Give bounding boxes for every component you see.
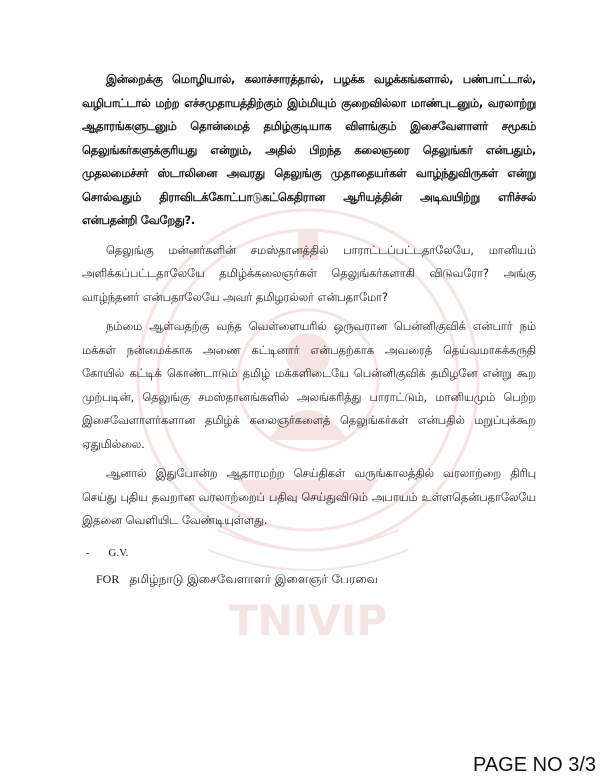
organization-line (96, 572, 378, 588)
signature-line (86, 547, 128, 559)
paragraph-3: நம்மை ஆள்வதற்கு வந்த வெள்ளையரில் ஒருவரான பென்னிகுவிக் என்பார் நம் மக்கள் நன்மைக்காக அணை கட்டினார் என்பதற்காக அவரைத் தெய்வமாகக்கருதி கோயில் கட்டிக் கொண்டாடும் தமிழ் மக்களிடையே பென்னிகுவிக் தமிழனே என்று கூற முற்படின், தெலுங்கு சமஸ்தானங்களில் அலங்கரித்து பாராட்டும், மானியமும் பெற்ற இசைவேளாளர்களான தமிழ்க் கலைஞர்களைத் தெலுங்கர்கள் என்பதில் மறுப்புக்கூற ஏதுமில்லை. (82, 320, 536, 451)
letter-body (82, 68, 536, 533)
paragraph-1: இன்றைக்கு மொழியால், கலாச்சாரத்தால், பழக்க வழக்கங்களால், பண்பாட்டால், வழிபாட்டால் மற்ற எச்சமுதாயத்திற்கும் இம்மியும் குறைவில்லா மாண்புடனும், வரலாற்று ஆதாரங்களுடனும் தொன்மைத் தமிழ்குடியாக விளங்கும் இசைவேளாளர் சமூகம் தெலுங்கர்களுக்குரியது என்றும், அதில் பிறந்த கலைஞரை தெலுங்கர் என்பதும், முதலமைச்சர் ஸ்டாலினை அவரது தெலுங்கு முதாதையர்கள் வாழ்ந்துவிருகள் என்று சொல்வதும் திராவிடக்கோட்பாடுகட்கெதிரான ஆரியத்தின் அடிவயிற்று எரிச்சல் என்பதன்றி வேறேது?. (82, 73, 536, 227)
page-number: PAGE NO 3/3 (472, 754, 596, 776)
organization-name: தமிழ்நாடு இசைவேளாளர் இளைஞர் பேரவை (129, 572, 379, 586)
svg-text:TNIVIP: TNIVIP (228, 596, 388, 645)
signature-initials: G.V. (108, 547, 129, 559)
signature-dash: - (86, 547, 90, 559)
paragraph-2: தெலுங்கு மன்னர்களின் சமஸ்தானத்தில் பாராட்டப்பட்டதாலேயே, மானியம் அளிக்கப்பட்டதாலேயே தமிழ்க்கலைஞர்கள் தெலுங்கர்களாகி விடுவரோ? அங்கு வாழ்ந்தனர் என்பதாலேயே அவர் தமிழரல்லர் என்பதாமோ? (82, 243, 536, 304)
paragraph-4: ஆனால் இதுபோன்ற ஆதாரமற்ற செய்திகள் வருங்காலத்தில் வரலாற்றை திரிபு செய்து புதிய தவறான வரலாற்றைப் பதிவு செய்துவிடும் அபாயம் உள்ளதென்பதாலேயே இதனை வெளியிட வேண்டியுள்ளது. (82, 467, 536, 527)
organization-prefix: FOR (96, 572, 120, 586)
